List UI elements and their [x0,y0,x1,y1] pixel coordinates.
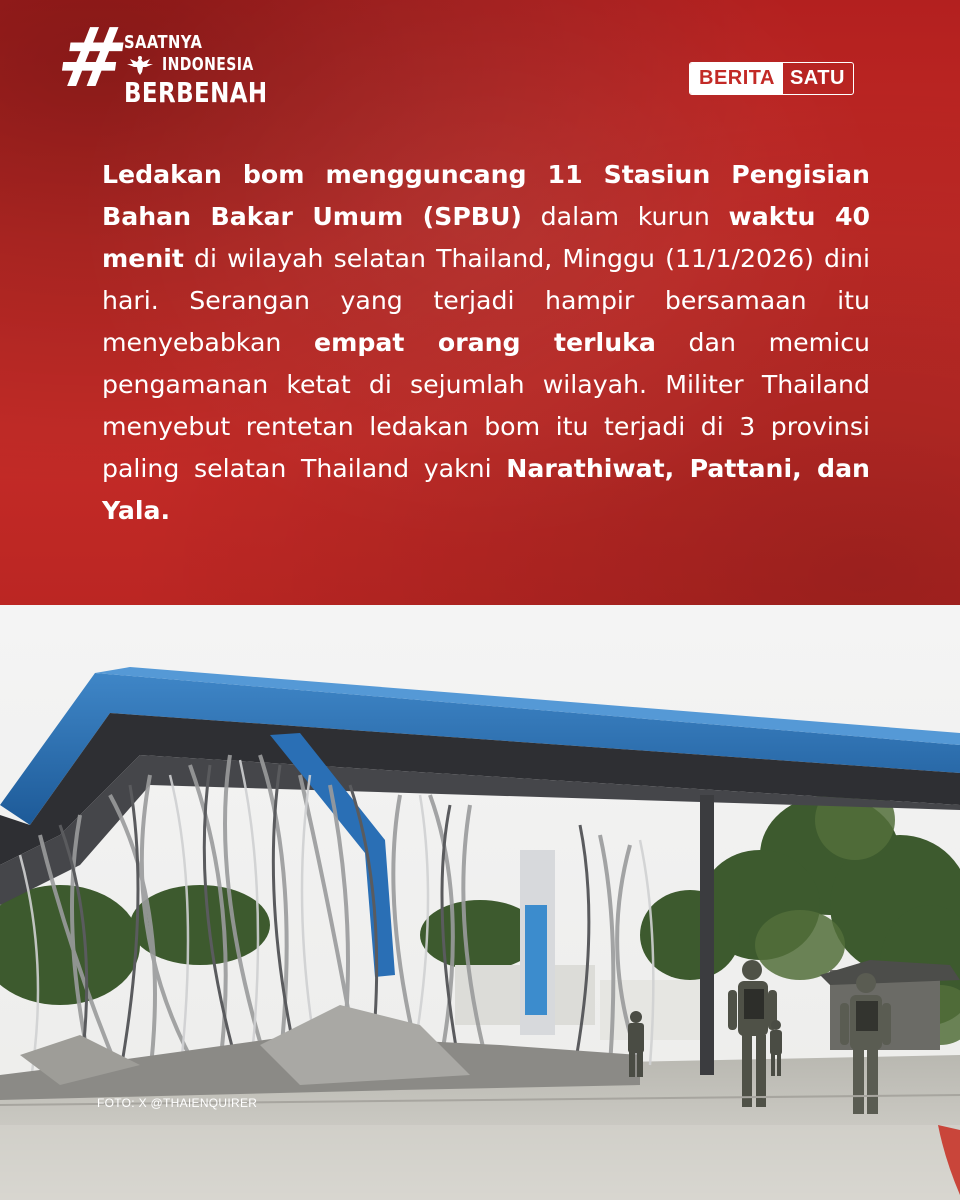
campaign-line-2: INDONESIA [162,54,254,75]
news-photo [0,605,960,1200]
destroyed-gas-station-illustration [0,605,960,1200]
article-text-2: di wilayah selatan Thailand, Minggu (11/1/2026) dini hari. Serangan yang terjadi hampir bersamaan itu menyebabkan [102,244,870,357]
article-lead-bold: Ledakan bom mengguncang 11 Stasiun Pengisian Bahan Bakar Umum (SPBU) [102,160,870,231]
beritasatu-logo [689,62,854,95]
article-provinces-bold: Narathiwat, Pattani, dan Yala. [102,454,870,525]
photo-credit: FOTO: X @THAIENQUIRER [97,1096,258,1110]
article-body [102,154,870,532]
hashtag-symbol: # [51,11,134,106]
brand-part-2: SATU [789,67,845,89]
campaign-line-1: SAATNYA [124,32,203,53]
article-text-3: dan memicu pengamanan ketat di sejumlah wilayah. Militer Thailand menyebut rentetan ledakan bom itu terjadi di 3 provinsi paling selatan Thailand yakni [102,328,871,483]
article-text-1: dalam kurun [521,202,729,231]
campaign-hashtag-logo [51,11,268,110]
campaign-line-3: BERBENAH [124,76,268,109]
article-casualties-bold: empat orang terluka [314,328,656,357]
garuda-icon [124,54,156,76]
article-duration-bold: waktu 40 menit [102,202,870,273]
brand-part-1: BERITA [690,63,783,94]
